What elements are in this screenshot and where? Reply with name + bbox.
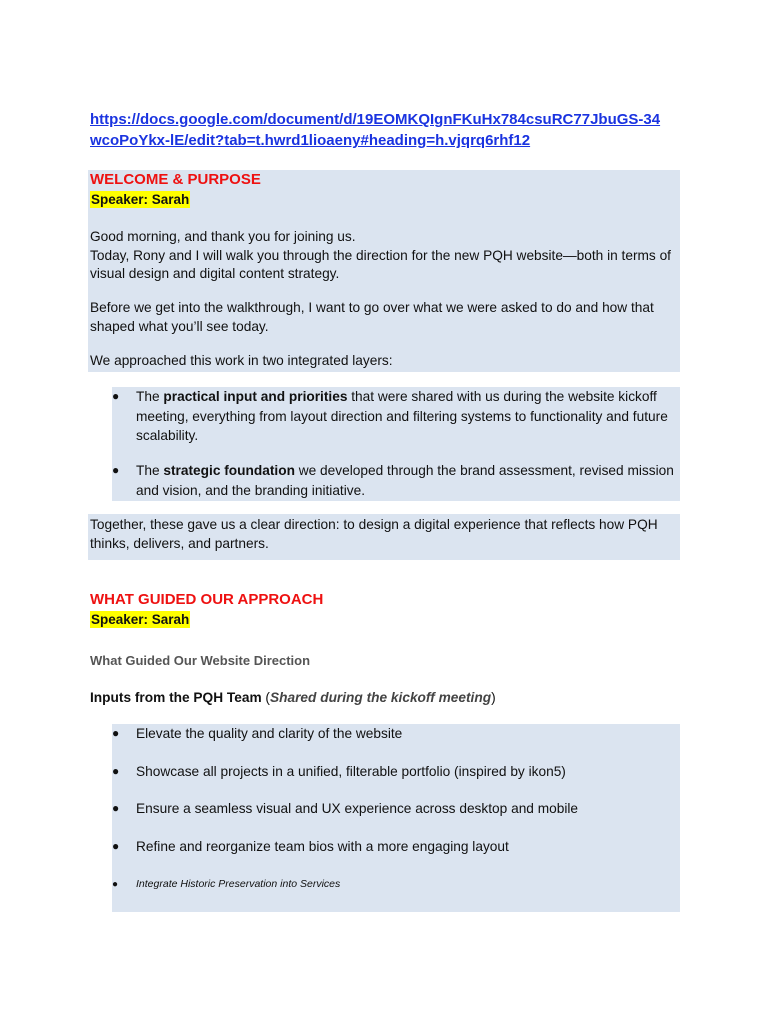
list-item [112,837,675,857]
list-item [112,724,675,744]
intro-line: Today, Rony and I will walk you through the direction for the new PQH website—both in terms of visual design and digital content strategy. [90,247,671,281]
bullet-bold: strategic foundation [163,463,295,478]
list-item-text: Integrate Historic Preservation into Services [136,878,341,890]
inputs-label: Inputs from the PQH Team [90,690,262,705]
bullet-prefix: The [136,463,164,478]
list-item-text: Elevate the quality and clarity of the website [136,726,403,741]
list-item-text: Refine and reorganize team bios with a more engaging layout [136,839,509,854]
list-item-text: Ensure a seamless visual and UX experience across desktop and mobile [136,801,579,816]
bullet-icon: ● [112,764,120,778]
document-link[interactable]: https://docs.google.com/document/d/19EOMKQIgnFKuHx784csuRC77JbuGS-34wcoPoYkx-lE/edit?tab=t.hwrd1lioaeny#heading=h.vjqrq6rhf12 [90,111,661,149]
paragraph-before: Before we get into the walkthrough, I want to go over what we were asked to do and how that shaped what you’ll see today. [90,300,654,334]
section-heading-approach: WHAT GUIDED OUR APPROACH [90,591,324,608]
paragraph-together: Together, these gave us a clear direction: to design a digital experience that reflects how PQH thinks, delivers, and partners. [90,517,658,551]
speaker-label: Speaker: Sarah [91,192,190,207]
section-heading-welcome: WELCOME & PURPOSE [90,171,261,188]
list-item [112,387,675,446]
list-item [112,461,675,500]
paragraph-greeting [90,228,675,284]
inputs-note: Shared during the kickoff meeting [270,690,492,705]
bullet-suffix: we developed through the brand assessment, revised mission and vision, and the branding initiative. [136,463,674,498]
bullet-prefix: The [136,389,164,404]
speaker-label: Speaker: Sarah [91,612,190,627]
inputs-heading [90,690,496,705]
bullet-icon: ● [112,726,120,740]
paragraph-layers: We approached this work in two integrated layers: [90,353,393,368]
inputs-paren-close: ) [491,690,496,705]
subheading: What Guided Our Website Direction [90,653,311,668]
inputs-paren-open: ( [261,690,270,705]
bullet-suffix: that were shared with us during the website kickoff meeting, everything from layout direction and filtering systems to functionality and future scalability. [136,389,668,443]
bullet-icon: ● [112,389,120,403]
list-item-text: Showcase all projects in a unified, filterable portfolio (inspired by ikon5) [136,764,566,779]
list-item [112,875,675,895]
bullet-icon: ● [112,801,120,815]
bullet-icon: ● [112,839,120,853]
bullet-icon: ● [112,463,120,477]
bullet-bold: practical input and priorities [163,389,348,404]
bullet-icon: ● [112,879,119,890]
list-item [112,799,675,819]
list-item [112,762,675,782]
greeting-line: Good morning, and thank you for joining us. [90,229,356,244]
